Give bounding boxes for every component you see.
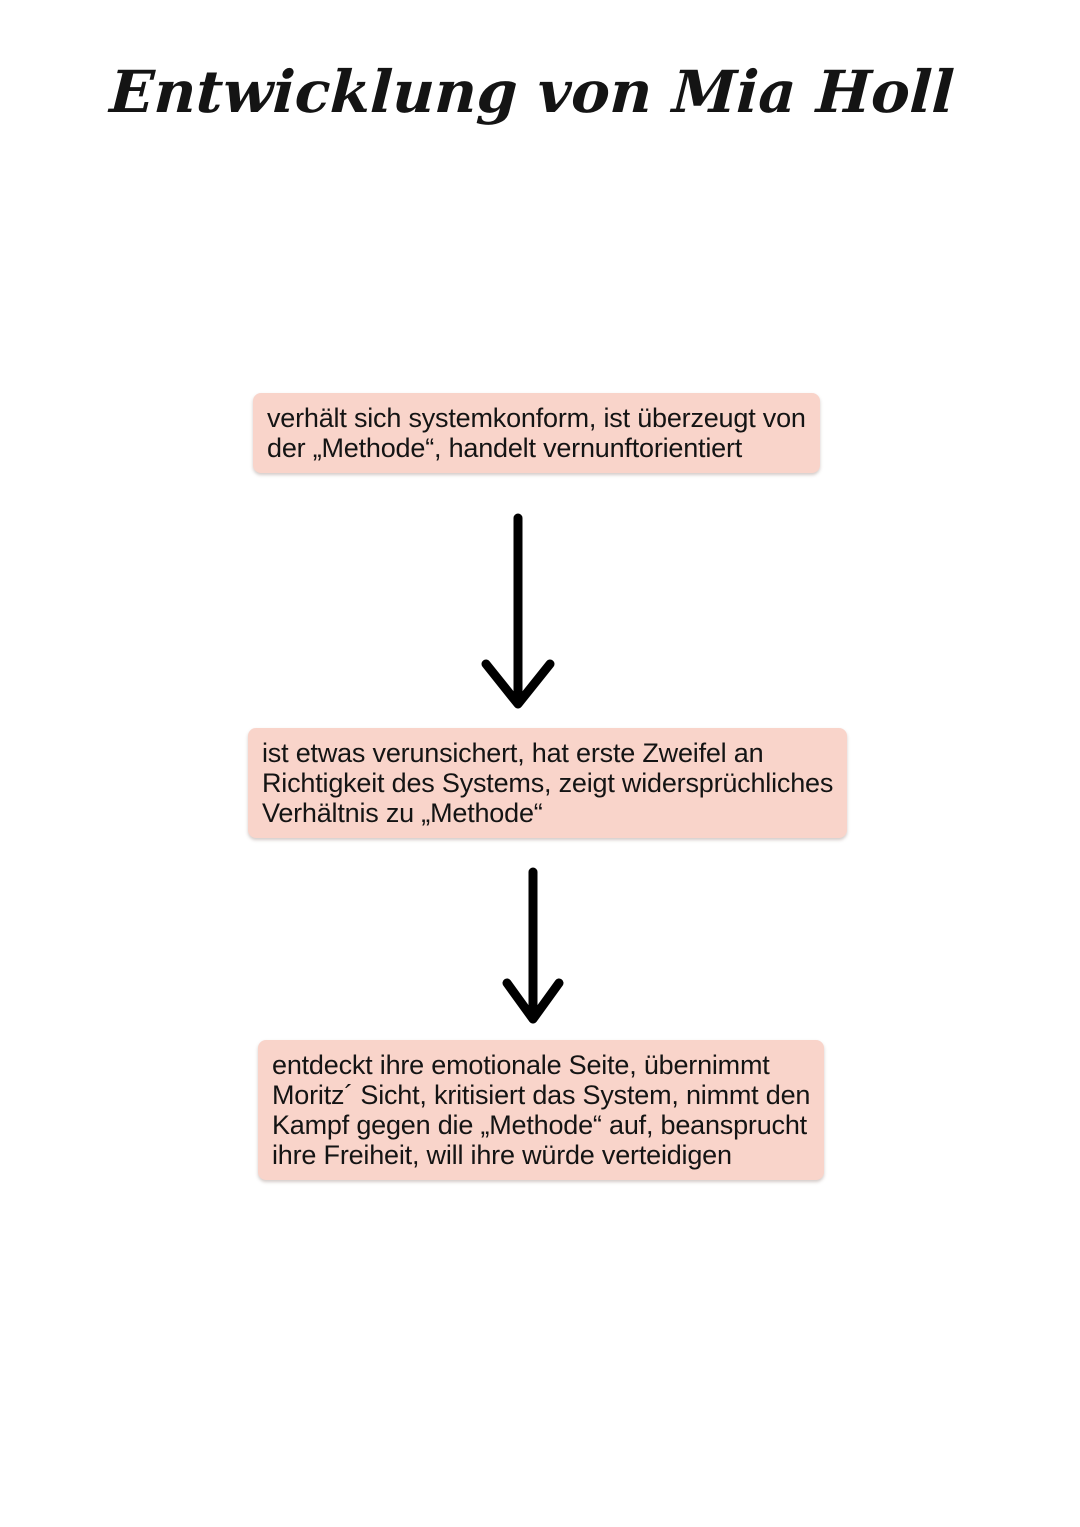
stage-box-2 <box>248 728 847 838</box>
stage-box-3-line-3: Kampf gegen die „Methode“ auf, beansprucht <box>272 1110 807 1140</box>
stage-box-3-line-4: ihre Freiheit, will ihre würde verteidigen <box>272 1140 732 1170</box>
stage-box-2-line-3: Verhältnis zu „Methode“ <box>262 798 543 828</box>
down-arrow-icon <box>478 510 558 710</box>
stage-box-1-line-1: verhält sich systemkonform, ist überzeugt von <box>267 403 806 433</box>
stage-box-3 <box>258 1040 824 1180</box>
stage-box-2-line-2: Richtigkeit des Systems, zeigt widersprüchliches <box>262 768 834 798</box>
page-title: Entwicklung von Mia Holl <box>108 58 956 126</box>
down-arrow-icon <box>498 866 568 1026</box>
stage-box-1 <box>253 393 820 473</box>
stage-box-3-line-2: Moritz´ Sicht, kritisiert das System, nimmt den <box>272 1080 811 1110</box>
stage-box-2-line-1: ist etwas verunsichert, hat erste Zweifel an <box>262 738 764 768</box>
stage-box-3-line-1: entdeckt ihre emotionale Seite, übernimmt <box>272 1050 770 1080</box>
stage-box-1-line-2: der „Methode“, handelt vernunftorientiert <box>267 433 743 463</box>
